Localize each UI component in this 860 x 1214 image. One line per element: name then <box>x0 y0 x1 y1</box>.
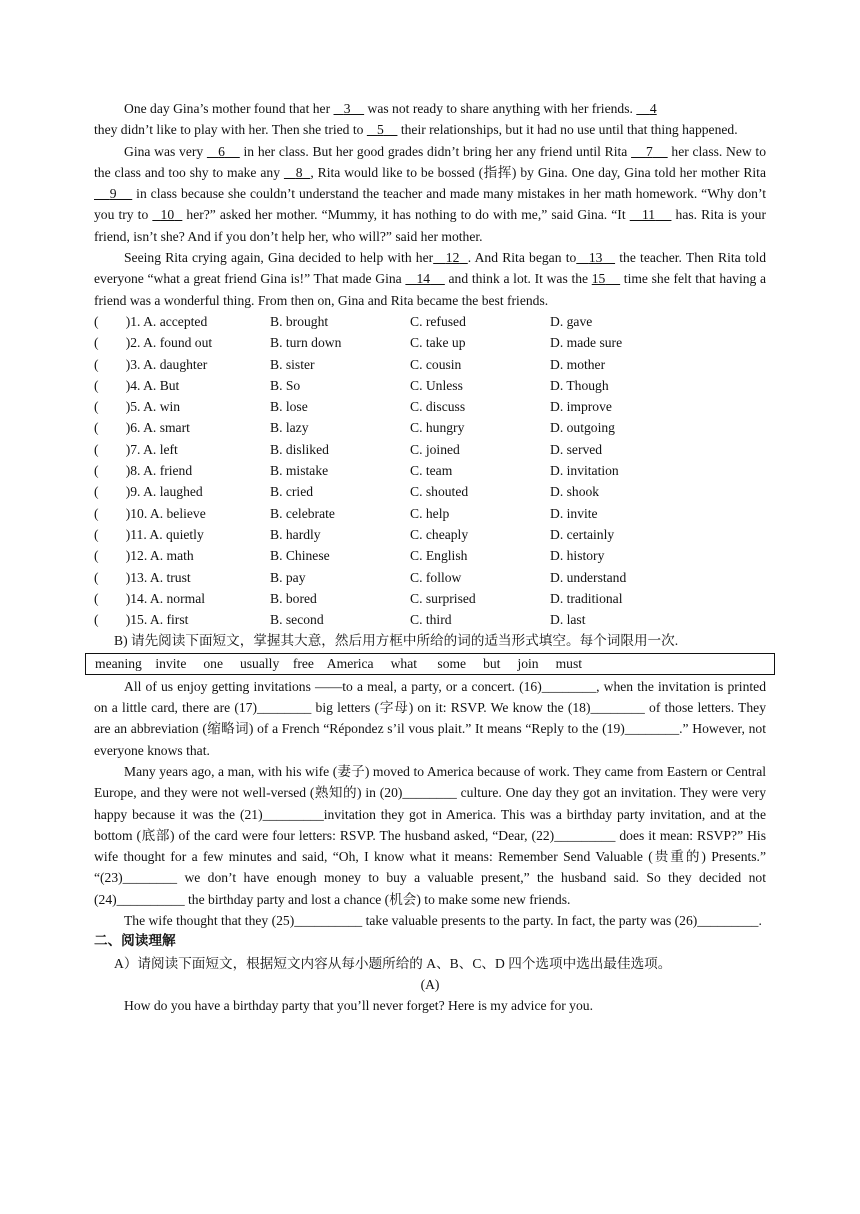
passage-paragraph-1 <box>94 98 766 141</box>
blank-10: 10 <box>160 207 175 223</box>
text: , Rita would like to be bossed (指挥) by Gina. One day, Gina told her mother Rita <box>310 164 766 180</box>
option-row-3: ( )3. A. daughter B. sister C. cousin D. mother <box>94 356 606 372</box>
text: the teacher. Then Rita told everyone “what a great friend Gina is!” That made Gina <box>94 250 767 287</box>
option-row-12: ( )12. A. math B. Chinese C. English D. history <box>94 548 605 564</box>
text: in class because she couldn’t understand the teacher and made many mistakes in her math homework. “Why don’t you try to <box>94 186 767 223</box>
option-row-14: ( )14. A. normal B. bored C. surprised D. traditional <box>94 590 623 606</box>
blank-15: 15 <box>591 271 606 287</box>
text: has. Rita is your friend, isn’t she? And if you don’t help her, who will?” said her mother. <box>94 207 766 244</box>
text: time she felt that having a friend was a wonderful thing. From then on, Gina and Rita became the best friends. <box>94 271 767 308</box>
text: was not ready to share anything with her friends. <box>364 101 637 116</box>
section-two-instruction: A）请阅读下面短文，根据短文内容从每小题所给的 A、B、C、D 四个选项中选出最佳选项。 <box>114 955 672 971</box>
passage-a-label: (A) <box>420 976 440 992</box>
text: they didn’t like to play with her. Then she tried to <box>94 122 367 138</box>
text: in her class. But her good grades didn’t bring her any friend until Rita <box>239 143 632 159</box>
passage-paragraph-3 <box>94 247 766 311</box>
blank-7: 7 <box>645 143 653 159</box>
section-b-paragraph-3: The wife thought that they (25)__________ take valuable presents to the party. In fact, the party was (26)_________. <box>124 912 762 928</box>
blank-4: 4 <box>649 101 657 116</box>
option-row-11: ( )11. A. quietly B. hardly C. cheaply D. certainly <box>94 526 615 542</box>
options-list <box>94 311 766 630</box>
blank-12: 12 <box>445 250 460 266</box>
blank-11: 11 <box>641 207 656 223</box>
text: and think a lot. It was the <box>444 271 592 287</box>
text: her class. New to the class and too shy to make any <box>94 143 766 180</box>
blank-9: 9 <box>109 186 117 202</box>
option-row-10: ( )10. A. believe B. celebrate C. help D. invite <box>94 505 598 521</box>
blank-8: 8 <box>295 164 303 180</box>
section-b-paragraph-2: Many years ago, a man, with his wife (妻子) moved to America because of work. They came from Eastern or Central Europe, and they were not well-versed (熟知的) in (20)________ culture. One day they got an invitation. They were very happy because it was the (21)_________invitation they got in America. This was a birthday party invitation, and at the bottom (底部) of the card were four letters: RSVP. The husband asked, “Dear, (22)_________ does it mean: RSVP?” His wife thought for a few minutes and said, “Oh, I know what it means: Remember Send Valuable (贵重的) Presents.” “(23)________ we don’t have enough money to buy a valuable present,” the husband said. So they decided not (24)__________ the birthday party and lost a chance (机会) to make some new friends. <box>94 763 766 907</box>
option-row-6: ( )6. A. smart B. lazy C. hungry D. outgoing <box>94 420 615 436</box>
blank-3: 3 <box>343 101 351 116</box>
section-two-heading: 二、阅读理解 <box>94 933 176 950</box>
passage-paragraph-2 <box>94 141 766 247</box>
blank-5: 5 <box>377 122 384 138</box>
option-row-4: ( )4. A. But B. So C. Unless D. Though <box>94 377 609 393</box>
option-row-15: ( )15. A. first B. second C. third D. last <box>94 612 586 628</box>
passage-a-paragraph-1: How do you have a birthday party that you’ll never forget? Here is my advice for you. <box>124 998 593 1014</box>
option-row-2: ( )2. A. found out B. turn down C. take up D. made sure <box>94 335 623 351</box>
blank-13: 13 <box>588 250 603 266</box>
text: Seeing Rita crying again, Gina decided to help with her <box>124 250 434 266</box>
section-b-instruction: B) 请先阅读下面短文，掌握其大意，然后用方框中所给的词的适当形式填空。每个词限用一次. <box>114 633 679 649</box>
text: . And Rita began to <box>467 250 577 266</box>
section-b-paragraph-1: All of us enjoy getting invitations ——to a meal, a party, or a concert. (16)________, when the invitation is printed on a little card, there are (17)________ big letters (字母) on it: RSVP. We know the (18)________ of those letters. They are an abbreviation (缩略词) of a French “Répondez s’il vous plait.” It means “Reply to the (19)________.” However, not everyone knows that. <box>94 678 766 758</box>
option-row-5: ( )5. A. win B. lose C. discuss D. improve <box>94 399 612 415</box>
option-row-9: ( )9. A. laughed B. cried C. shouted D. shook <box>94 484 600 500</box>
blank-14: 14 <box>416 271 431 287</box>
text: her?” asked her mother. “Mummy, it has nothing to do with me,” said Gina. “It <box>182 207 630 223</box>
option-row-1: ( )1. A. accepted B. brought C. refused D. gave <box>94 313 593 329</box>
text: One day Gina’s mother found that her <box>124 101 334 116</box>
text: Gina was very <box>124 143 207 159</box>
blank-6: 6 <box>218 143 225 159</box>
word-box: meaning invite one usually free America what some but join must <box>85 653 775 675</box>
option-row-8: ( )8. A. friend B. mistake C. team D. invitation <box>94 463 619 479</box>
document-content <box>94 98 766 1016</box>
text: their relationships, but it had no use until that thing happened. <box>397 122 738 138</box>
option-row-7: ( )7. A. left B. disliked C. joined D. served <box>94 441 603 457</box>
option-row-13: ( )13. A. trust B. pay C. follow D. understand <box>94 569 627 585</box>
